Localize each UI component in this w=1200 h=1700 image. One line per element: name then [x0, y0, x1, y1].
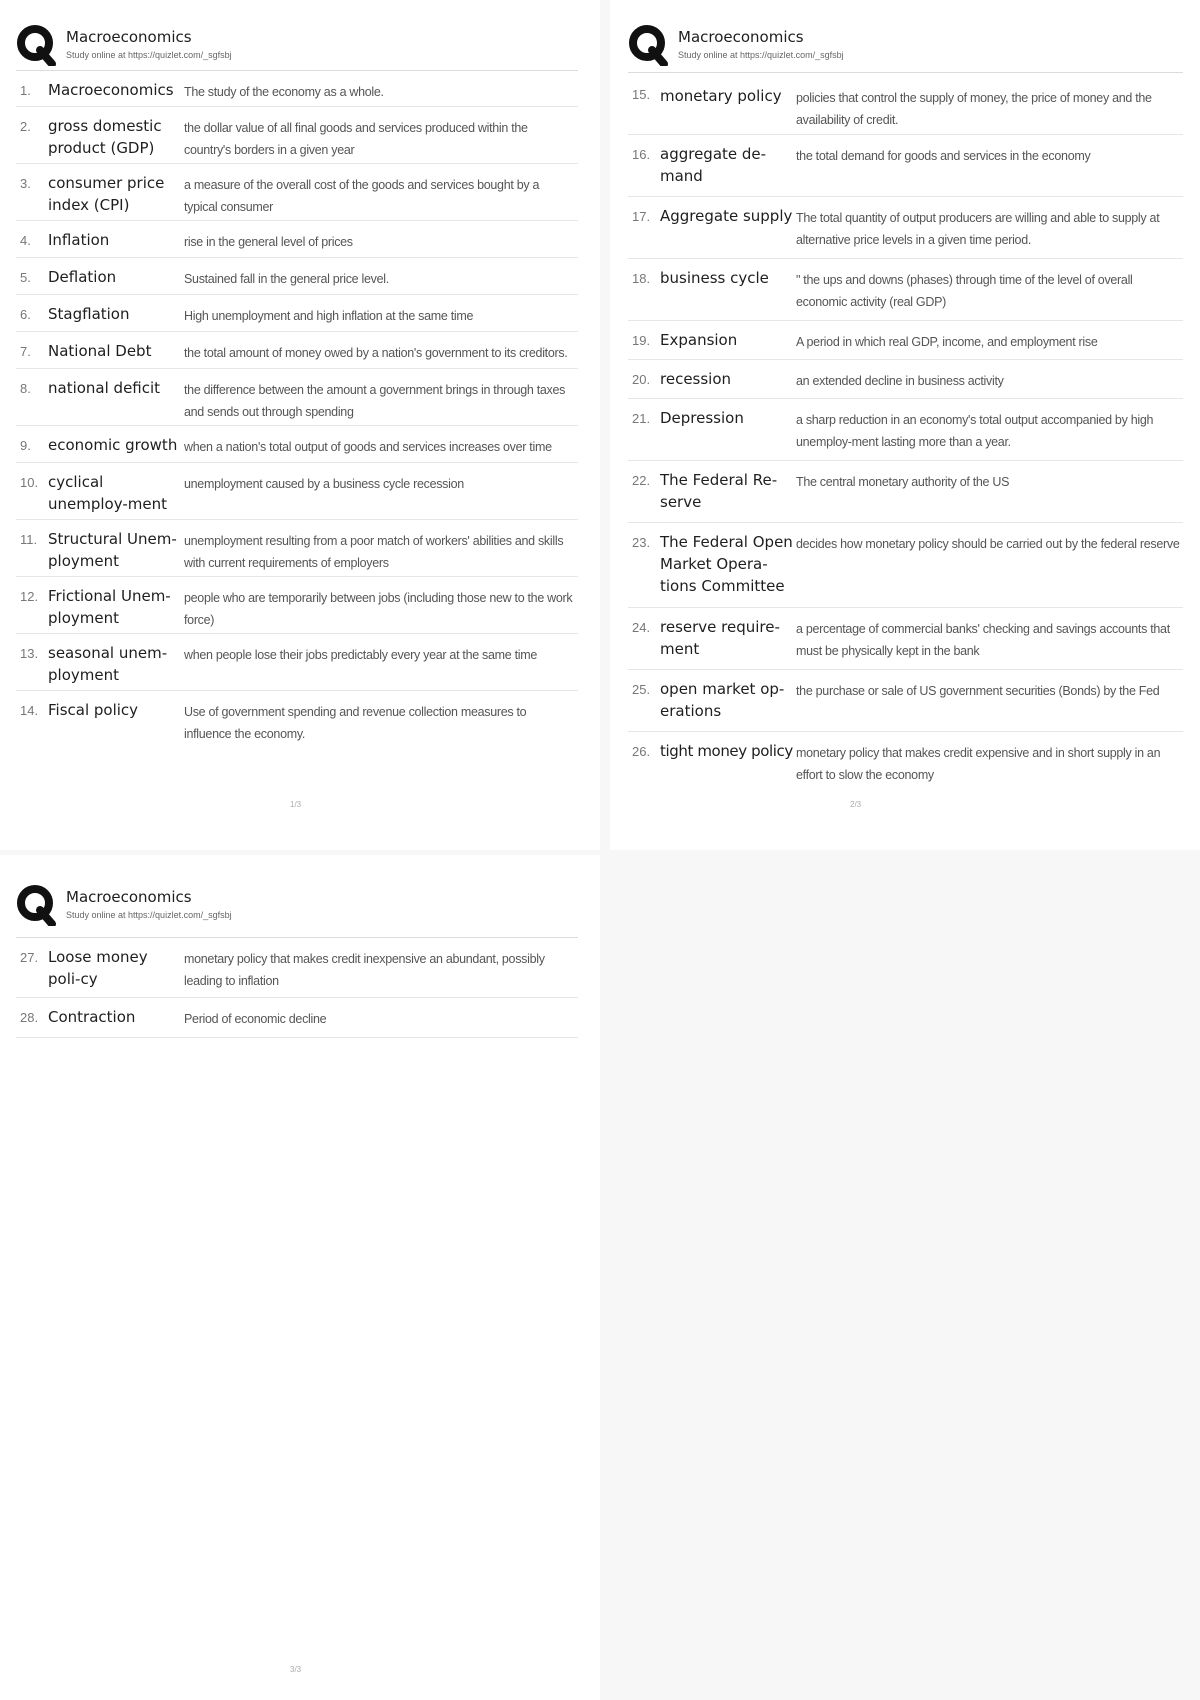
term-row — [16, 520, 578, 577]
page-3 — [0, 855, 600, 1700]
term-definition: decides how monetary policy should be carried out by the federal reserve — [796, 537, 1180, 551]
term-definition: The study of the economy as a whole. — [184, 85, 384, 99]
term-definition: monetary policy that makes credit expensive and in short supply in an effort to slow the economy — [796, 746, 1161, 782]
deck-subtitle: Study online at https://quizlet.com/_sgfsbj — [66, 50, 232, 60]
term-definition: monetary policy that makes credit inexpensive an abundant, possibly leading to inflation — [184, 952, 545, 988]
term-text: business cycle — [660, 269, 769, 287]
term-definition: when people lose their jobs predictably every year at the same time — [184, 648, 538, 662]
term-number: 3. — [20, 176, 31, 191]
term-number: 28. — [20, 1010, 39, 1025]
term-list — [16, 937, 578, 1038]
term-number: 27. — [20, 950, 39, 965]
deck-subtitle: Study online at https://quizlet.com/_sgfsbj — [678, 50, 844, 60]
term-text: Loose money poli-cy — [48, 948, 148, 988]
term-row — [628, 259, 1183, 321]
term-row — [16, 71, 578, 107]
term-number: 12. — [20, 589, 39, 604]
deck-subtitle: Study online at https://quizlet.com/_sgfsbj — [66, 910, 232, 920]
term-row — [16, 577, 578, 634]
term-row — [16, 107, 578, 164]
term-text: Depression — [660, 409, 744, 427]
term-number: 2. — [20, 119, 31, 134]
term-number: 8. — [20, 381, 31, 396]
term-row — [628, 670, 1183, 732]
term-definition: Sustained fall in the general price level. — [184, 272, 389, 286]
term-text: Aggregate supply — [660, 207, 793, 225]
deck-title: Macroeconomics — [66, 888, 192, 906]
term-row — [16, 258, 578, 295]
term-text: Macroeconomics — [48, 81, 174, 99]
term-text: Inflation — [48, 231, 110, 249]
term-text: aggregate de-mand — [660, 145, 767, 185]
term-number: 13. — [20, 646, 39, 661]
term-number: 11. — [20, 532, 38, 547]
term-row — [16, 426, 578, 463]
term-row — [628, 608, 1183, 670]
term-text: Contraction — [48, 1008, 136, 1026]
term-text: open market op-erations — [660, 680, 785, 720]
term-definition: a measure of the overall cost of the goods and services bought by a typical consumer — [184, 178, 540, 214]
term-definition: the total demand for goods and services in the economy — [796, 149, 1091, 163]
term-list — [16, 70, 578, 748]
page-header — [628, 20, 1188, 70]
term-definition: a percentage of commercial banks' checking and savings accounts that must be physically kept in the bank — [796, 622, 1170, 658]
term-number: 21. — [632, 411, 651, 426]
term-number: 7. — [20, 344, 31, 359]
term-definition: a sharp reduction in an economy's total output accompanied by high unemploy-ment lasting more than a year. — [796, 413, 1154, 449]
term-text: recession — [660, 370, 732, 388]
term-row — [628, 321, 1183, 360]
term-row — [16, 463, 578, 520]
term-row — [16, 691, 578, 748]
term-definition: " the ups and downs (phases) through time of the level of overall economic activity (real GDP) — [796, 273, 1133, 309]
term-text: national deficit — [48, 379, 161, 397]
term-number: 5. — [20, 270, 31, 285]
page-header — [16, 20, 576, 70]
term-number: 10. — [20, 475, 39, 490]
term-row — [16, 164, 578, 221]
term-definition: the difference between the amount a government brings in through taxes and sends out through spending — [184, 383, 566, 419]
term-text: consumer price index (CPI) — [48, 174, 165, 214]
term-number: 18. — [632, 271, 651, 286]
term-number: 26. — [632, 744, 651, 759]
page-number: 2/3 — [850, 800, 862, 809]
term-row — [16, 221, 578, 258]
term-definition: The central monetary authority of the US — [796, 475, 1010, 489]
page-header — [16, 880, 576, 930]
term-row — [628, 399, 1183, 461]
term-list — [628, 72, 1183, 794]
term-number: 9. — [20, 438, 31, 453]
term-definition: The total quantity of output producers are willing and able to supply at alternative price levels in a given time period. — [796, 211, 1160, 247]
term-row — [628, 360, 1183, 399]
term-number: 23. — [632, 535, 651, 550]
term-row — [16, 938, 578, 998]
term-text: economic growth — [48, 436, 178, 454]
term-number: 17. — [632, 209, 651, 224]
page-1 — [0, 0, 600, 850]
term-definition: unemployment caused by a business cycle recession — [184, 477, 464, 491]
term-definition: people who are temporarily between jobs (including those new to the work force) — [184, 591, 573, 627]
term-definition: Period of economic decline — [184, 1012, 327, 1026]
term-row — [628, 197, 1183, 259]
term-row — [628, 732, 1183, 794]
term-number: 15. — [632, 87, 651, 102]
term-number: 25. — [632, 682, 651, 697]
term-row — [16, 369, 578, 426]
term-definition: the dollar value of all final goods and services produced within the country's borders in a given year — [184, 121, 528, 157]
term-definition: rise in the general level of prices — [184, 235, 353, 249]
term-text: monetary policy — [660, 87, 782, 105]
term-row — [628, 135, 1183, 197]
term-number: 4. — [20, 233, 31, 248]
term-number: 1. — [20, 83, 31, 98]
term-number: 6. — [20, 307, 31, 322]
page-number: 3/3 — [290, 1665, 302, 1674]
term-definition: the total amount of money owed by a nation's government to its creditors. — [184, 346, 568, 360]
term-text: seasonal unem-ployment — [48, 644, 168, 684]
term-number: 24. — [632, 620, 651, 635]
term-row — [16, 998, 578, 1038]
term-definition: policies that control the supply of money, the price of money and the availability of credit. — [796, 91, 1152, 127]
term-definition: Use of government spending and revenue collection measures to influence the economy. — [184, 705, 527, 741]
term-number: 20. — [632, 372, 651, 387]
term-definition: the purchase or sale of US government securities (Bonds) by the Fed — [796, 684, 1160, 698]
page-2 — [610, 0, 1200, 850]
term-text: cyclical unemploy-ment — [48, 473, 167, 513]
quizlet-logo-icon — [628, 24, 668, 66]
term-text: Stagflation — [48, 305, 130, 323]
term-definition: when a nation's total output of goods and services increases over time — [184, 440, 552, 454]
term-definition: A period in which real GDP, income, and employment rise — [796, 335, 1098, 349]
deck-title: Macroeconomics — [678, 28, 804, 46]
term-definition: an extended decline in business activity — [796, 374, 1004, 388]
term-definition: unemployment resulting from a poor match of workers' abilities and skills with current requirements of employers — [184, 534, 564, 570]
term-definition: High unemployment and high inflation at the same time — [184, 309, 474, 323]
deck-title: Macroeconomics — [66, 28, 192, 46]
term-text: Expansion — [660, 331, 738, 349]
term-row — [628, 461, 1183, 523]
term-text: Fiscal policy — [48, 701, 139, 719]
term-text: Deflation — [48, 268, 117, 286]
term-text: Frictional Unem-ployment — [48, 587, 171, 627]
page-number: 1/3 — [290, 800, 302, 809]
term-row — [16, 634, 578, 691]
term-text: The Federal Open Market Opera-tions Committee — [660, 533, 793, 595]
term-text: reserve require-ment — [660, 618, 780, 658]
term-text: Structural Unem-ployment — [48, 530, 177, 570]
term-row — [16, 332, 578, 369]
term-row — [628, 523, 1183, 608]
quizlet-logo-icon — [16, 884, 56, 926]
term-text: National Debt — [48, 342, 152, 360]
term-row — [628, 73, 1183, 135]
quizlet-logo-icon — [16, 24, 56, 66]
term-number: 22. — [632, 473, 651, 488]
term-text: The Federal Re-serve — [660, 471, 778, 511]
term-number: 16. — [632, 147, 651, 162]
term-number: 19. — [632, 333, 651, 348]
term-text: gross domestic product (GDP) — [48, 117, 162, 157]
term-row — [16, 295, 578, 332]
term-number: 14. — [20, 703, 39, 718]
term-text: tight money policy — [660, 742, 793, 760]
